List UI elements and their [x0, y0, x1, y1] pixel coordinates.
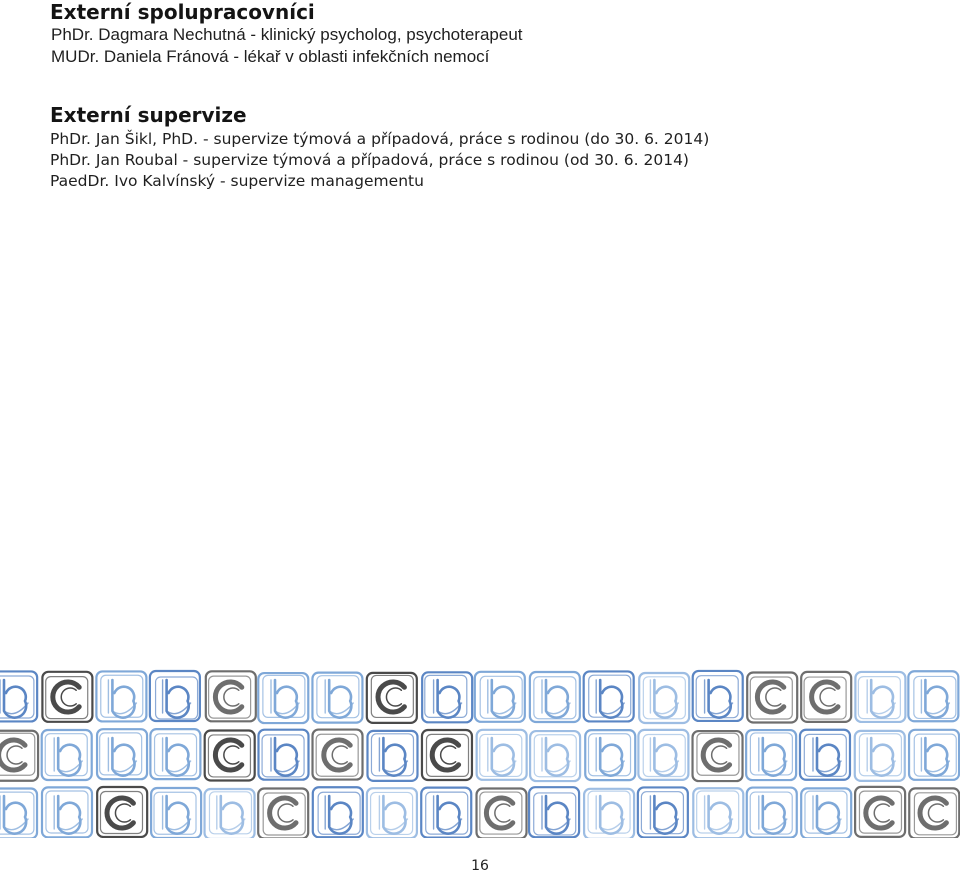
- supervision-item: PhDr. Jan Roubal - supervize týmová a případová, práce s rodinou (od 30. 6. 2014): [50, 151, 689, 169]
- logo-tile-icon: [639, 673, 689, 723]
- logo-tile-icon: [584, 671, 634, 721]
- logo-tile-icon: [258, 788, 308, 838]
- logo-tile-icon: [909, 730, 959, 780]
- logo-tile-icon: [422, 730, 472, 780]
- logo-tile-icon: [205, 731, 255, 781]
- logo-tile-icon: [855, 672, 905, 722]
- logo-tile-icon: [801, 788, 851, 838]
- logo-tile-icon: [258, 673, 308, 723]
- logo-tile-icon: [855, 787, 905, 837]
- logo-tile-icon: [693, 788, 743, 838]
- logo-tile-icon: [746, 730, 796, 780]
- logo-tile-icon: [312, 673, 362, 723]
- logo-tile-icon: [367, 731, 417, 781]
- logo-tile-icon: [909, 788, 959, 838]
- logo-tile-icon: [313, 787, 363, 837]
- external-supervision-section: [50, 103, 709, 192]
- logo-tile-icon: [0, 789, 37, 838]
- supervision-item: PaedDr. Ivo Kalvínský - supervize managementu: [50, 172, 424, 190]
- supervision-item: PhDr. Jan Šikl, PhD. - supervize týmová a případová, práce s rodinou (do 30. 6. 2014): [50, 130, 710, 148]
- external-collaborators-section: [50, 0, 523, 67]
- logo-tile-icon: [801, 672, 851, 722]
- logo-tile-icon: [0, 731, 38, 781]
- logo-tile-icon: [584, 789, 634, 838]
- logo-tile-icon: [475, 672, 525, 722]
- collaborator-item: PhDr. Dagmara Nechutná - klinický psycholog, psychoterapeut: [51, 25, 523, 44]
- logo-tile-icon: [908, 671, 958, 721]
- logo-tile-icon: [97, 787, 147, 837]
- logo-tile-icon: [529, 787, 579, 837]
- logo-tile-icon: [421, 788, 471, 838]
- logo-tile-icon: [747, 788, 797, 838]
- logo-tile-icon: [367, 788, 417, 838]
- logo-tile-icon: [258, 730, 308, 780]
- logo-tile-icon: [530, 731, 580, 781]
- logo-tile-icon: [693, 731, 743, 781]
- logo-tile-icon: [97, 729, 147, 779]
- logo-tile-icon: [638, 787, 688, 837]
- collaborator-item: MUDr. Daniela Fránová - lékař v oblasti infekčních nemocí: [51, 46, 490, 66]
- external-collaborators-heading: Externí spolupracovníci: [50, 0, 315, 24]
- logo-tile-icon: [693, 671, 743, 721]
- logo-tile-icon: [205, 789, 255, 838]
- logo-tile-icon: [422, 672, 472, 722]
- logo-tile-icon: [313, 730, 363, 780]
- page-number: 16: [471, 858, 489, 874]
- logo-tile-icon: [367, 673, 417, 723]
- logo-pattern-graphic: [0, 668, 960, 838]
- logo-tile-icon: [96, 671, 146, 721]
- logo-tile-icon: [800, 730, 850, 780]
- logo-tile-icon: [477, 789, 527, 838]
- logo-tile-icon: [42, 730, 92, 780]
- decorative-logo-pattern: [0, 668, 960, 838]
- logo-tile-icon: [585, 730, 635, 780]
- logo-tile-icon: [42, 787, 92, 837]
- logo-tile-icon: [855, 731, 905, 781]
- logo-tile-icon: [530, 672, 580, 722]
- logo-tile-icon: [206, 671, 256, 721]
- logo-tile-icon: [150, 671, 200, 721]
- logo-tile-icon: [150, 729, 200, 779]
- external-supervision-heading: Externí supervize: [50, 103, 247, 127]
- logo-tile-icon: [0, 671, 37, 721]
- logo-tile-icon: [42, 672, 92, 722]
- logo-tile-icon: [638, 730, 688, 780]
- logo-tile-icon: [477, 730, 527, 780]
- logo-tile-icon: [747, 673, 797, 723]
- logo-tile-icon: [151, 788, 201, 838]
